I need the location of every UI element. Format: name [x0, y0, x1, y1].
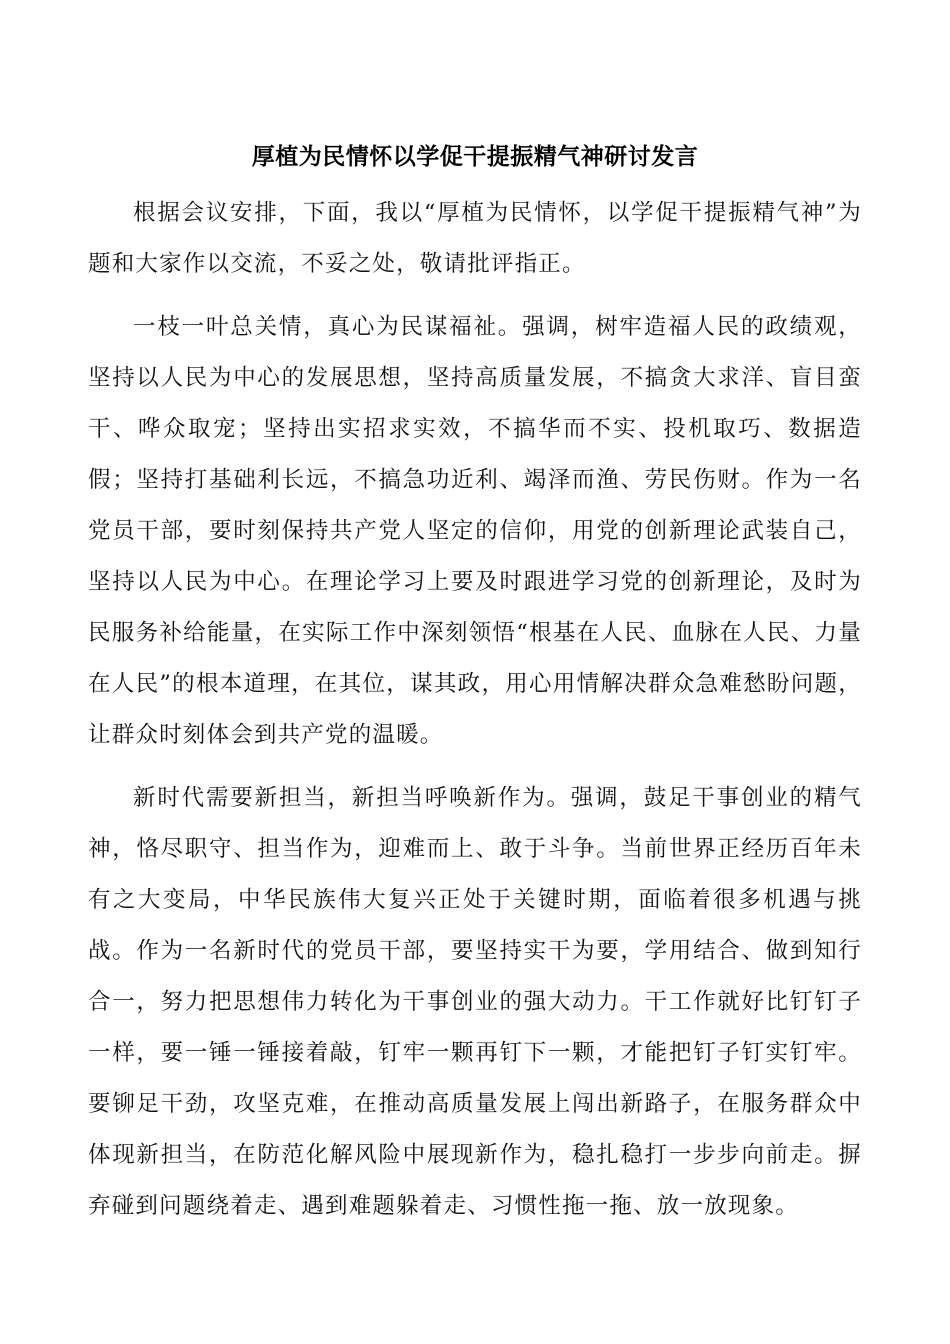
- paragraph-people-centered: 一枝一叶总关情，真心为民谋福祉。强调，树牢造福人民的政绩观，坚持以人民为中心的发展思想，坚持高质量发展，不搞贪大求洋、盲目蛮干、哗众取宠；坚持出实招求实效，不搞华而不实、投机取巧、数据造假；坚持打基础利长远，不搞急功近利、竭泽而渔、劳民伤财。作为一名党员干部，要时刻保持共产党人坚定的信仰，用党的创新理论武装自己，坚持以人民为中心。在理论学习上要及时跟进学习党的创新理论，及时为民服务补给能量，在实际工作中深刻领悟“根基在人民、血脉在人民、力量在人民”的根本道理，在其位，谋其政，用心用情解决群众急难愁盼问题，让群众时刻体会到共产党的温暖。: [88, 314, 862, 748]
- document-title: 厚植为民情怀以学促干提振精气神研讨发言: [251, 143, 699, 170]
- document-body: [88, 188, 862, 1232]
- paragraph-new-era: 新时代需要新担当，新担当呼唤新作为。强调，鼓足干事创业的精气神，恪尽职守、担当作为，迎难而上、敢于斗争。当前世界正经历百年未有之大变局，中华民族伟大复兴正处于关键时期，面临着很多机遇与挑战。作为一名新时代的党员干部，要坚持实干为要，学用结合、做到知行合一，努力把思想伟力转化为干事创业的强大动力。干工作就好比钉钉子一样，要一锤一锤接着敲，钉牢一颗再钉下一颗，才能把钉子钉实钉牢。要铆足干劲，攻坚克难，在推动高质量发展上闯出新路子，在服务群众中体现新担当，在防范化解风险中展现新作为，稳扎稳打一步步向前走。摒弃碰到问题绕着走、遇到难题躲着走、习惯性拖一拖、放一放现象。: [88, 785, 862, 1219]
- paragraph-intro: 根据会议安排，下面，我以“厚植为民情怀，以学促干提振精气神”为题和大家作以交流，不妥之处，敬请批评指正。: [88, 200, 862, 277]
